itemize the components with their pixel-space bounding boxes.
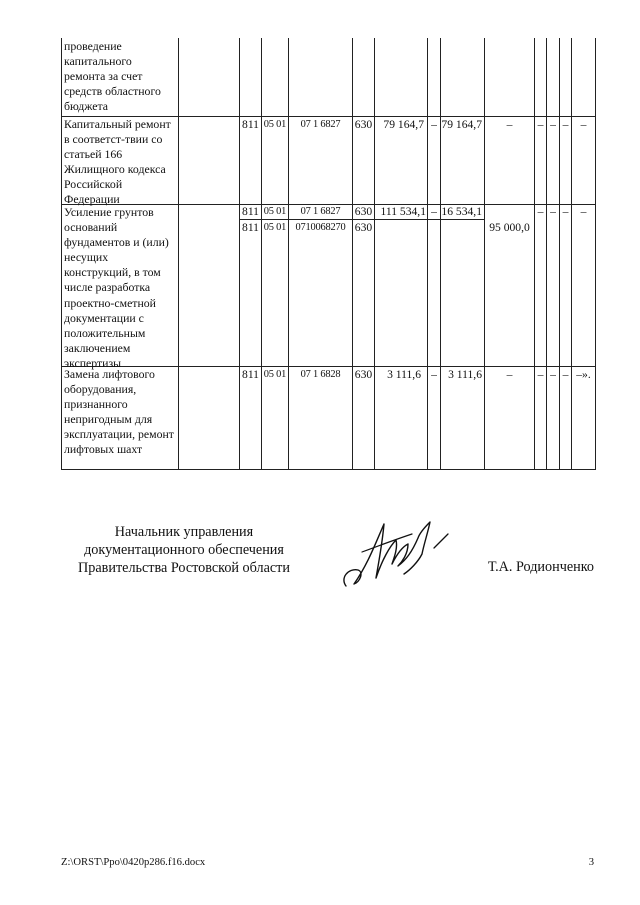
col-border <box>559 38 560 470</box>
extra-col: – <box>550 368 556 381</box>
section-code: 05 01 <box>263 222 287 233</box>
expense-type: 630 <box>354 368 373 381</box>
col-border <box>595 38 596 470</box>
table-bottom-border <box>61 469 596 470</box>
col-border <box>571 38 572 470</box>
handwritten-signature <box>338 512 456 592</box>
row-description: Усиление грунтов оснований фундаментов и (или) несущих конструкций, в том числе разработка проектно-сметной документации с положительным заключением экспертизы <box>64 205 169 370</box>
col-border <box>440 38 441 470</box>
article-code: 07 1 6828 <box>300 369 341 380</box>
extra-col: – <box>562 368 569 381</box>
extra-col: – <box>537 118 544 131</box>
section-code: 05 01 <box>263 119 287 130</box>
ministry-code: 811 <box>242 221 259 234</box>
ministry-code: 811 <box>242 205 259 218</box>
col-border <box>374 38 375 470</box>
col-border <box>61 38 62 470</box>
local-amount: 95 000,0 <box>489 221 530 234</box>
expense-type: 630 <box>354 221 373 234</box>
page-number: 3 <box>588 857 594 868</box>
file-path: Z:\ORST\Ppo\0420p286.f16.docx <box>61 857 206 868</box>
extra-col: – <box>580 205 587 218</box>
extra-col: – <box>562 118 569 131</box>
extra-col: – <box>580 118 587 131</box>
col-border <box>427 38 428 470</box>
section-code: 05 01 <box>263 369 287 380</box>
article-code: 07 1 6827 <box>300 119 341 130</box>
expense-type: 630 <box>354 118 373 131</box>
row-description: Капитальный ремонт в соответст-твии со статьей 166 Жилищного кодекса Российской Федерации <box>64 117 171 207</box>
row-description: Замена лифтового оборудования, признанного непригодным для эксплуатации, ремонт лифтовых шахт <box>64 367 174 457</box>
federal-amount: – <box>431 368 437 381</box>
extra-col: – <box>537 368 544 381</box>
federal-amount: – <box>431 205 437 218</box>
local-amount: – <box>506 368 513 381</box>
budget-table <box>61 38 596 470</box>
signatory-title-line: Начальник управления <box>114 524 254 540</box>
regional-amount: 79 164,7 <box>441 118 482 131</box>
total-amount: 111 534,1 <box>380 205 426 218</box>
col-border <box>534 38 535 470</box>
signatory-title-line: документационного обеспечения <box>84 542 284 559</box>
federal-amount: – <box>431 118 437 131</box>
expense-type: 630 <box>354 205 373 218</box>
total-amount: 3 111,6 <box>387 368 421 381</box>
article-code: 07 1 6827 <box>300 206 341 217</box>
article-code: 0710068270 <box>295 222 346 233</box>
ministry-code: 811 <box>242 118 259 131</box>
col-border <box>178 38 179 470</box>
col-border <box>546 38 547 470</box>
local-amount: – <box>506 118 513 131</box>
regional-amount: 16 534,1 <box>441 205 482 218</box>
extra-col: –». <box>576 368 591 381</box>
col-border <box>261 38 262 470</box>
extra-col: – <box>537 205 544 218</box>
section-code: 05 01 <box>263 206 287 217</box>
extra-col: – <box>550 118 556 131</box>
row-description: проведение капитального ремонта за счет средств областного бюджета <box>64 39 161 114</box>
extra-col: – <box>550 205 556 218</box>
signatory-title <box>68 523 300 578</box>
col-border <box>239 38 240 470</box>
total-amount: 79 164,7 <box>383 118 424 131</box>
ministry-code: 811 <box>242 368 259 381</box>
col-border <box>484 38 485 470</box>
col-border <box>288 38 289 470</box>
signatory-title-line: Правительства Ростовской области <box>78 560 290 577</box>
extra-col: – <box>562 205 569 218</box>
signatory-name: Т.А. Родионченко <box>487 559 594 575</box>
regional-amount: 3 111,6 <box>448 368 482 381</box>
col-border <box>352 38 353 470</box>
